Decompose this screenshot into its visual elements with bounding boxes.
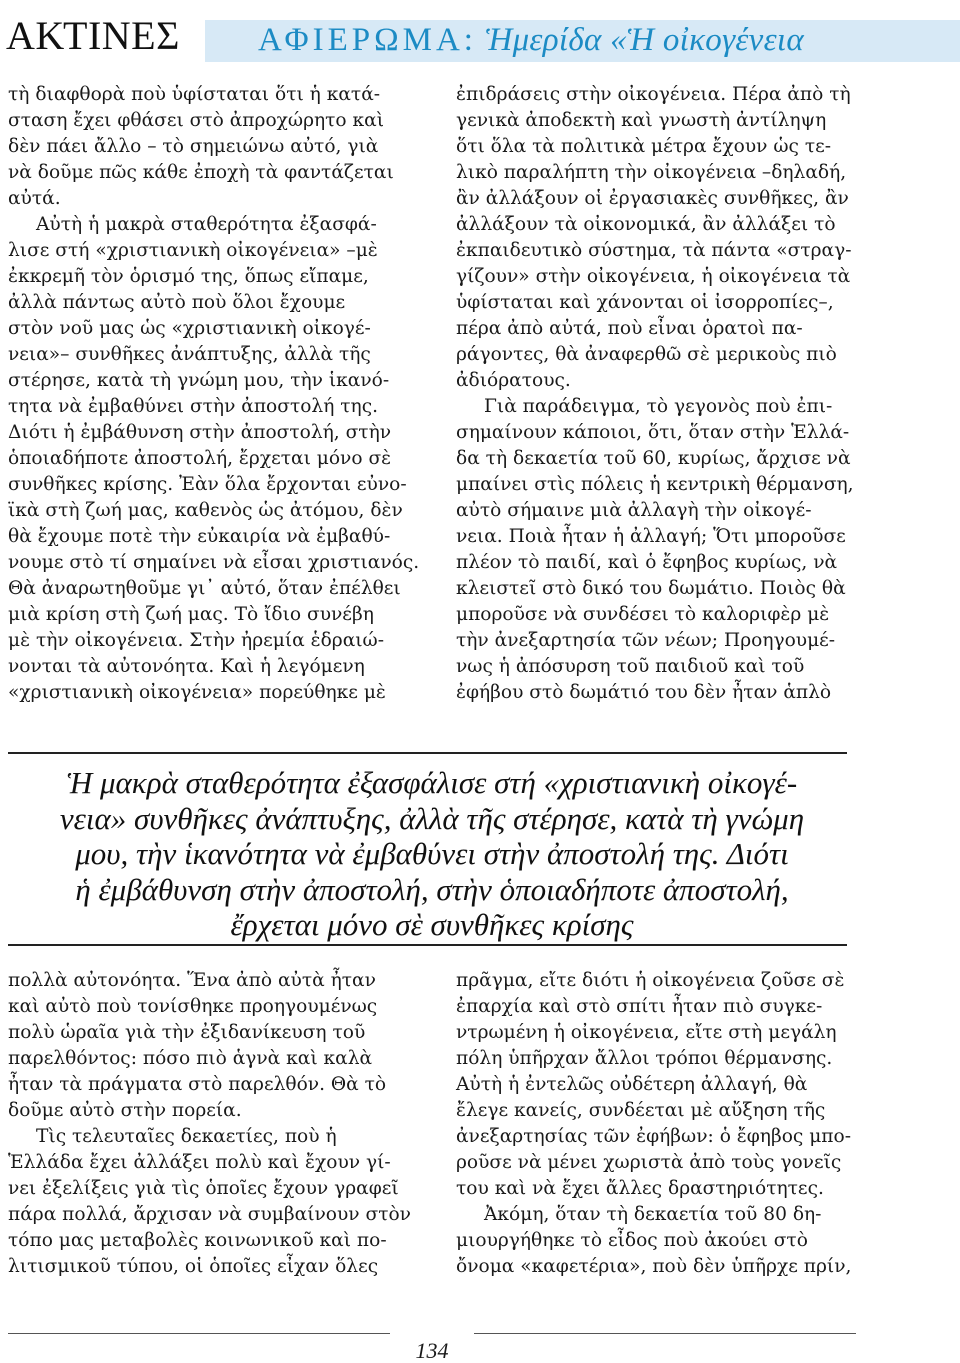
text-line: ἦταν τὰ πράγματα στὸ παρελθόν. Θὰ τὸ (8, 1074, 387, 1095)
pullquote-line: ἔρχεται μόνο σὲ συνθῆκες κρίσης (230, 907, 634, 942)
text-line: μπαίνει στὶς πόλεις ἡ κεντρικὴ θέρμανση, (456, 474, 854, 495)
paragraph (8, 968, 428, 1124)
text-line: ἐπαρχία καὶ στὸ σπίτι ἦταν πιὸ συγκε- (456, 996, 823, 1017)
text-line: γενικὰ ἀποδεκτὴ καὶ γνωστὴ ἀντίληψη (456, 110, 827, 131)
text-line: ράγοντες, θὰ ἀναφερθῶ σὲ μερικοὺς πιὸ (456, 344, 837, 365)
paragraph (456, 394, 856, 706)
text-line: μιὰ κρίση στὴ ζωή μας. Τὸ ἴδιο συνέβη (8, 604, 374, 625)
text-line: Τὶς τελευταῖες δεκαετίες, ποὺ ἡ (36, 1126, 337, 1147)
paragraph (8, 82, 428, 212)
text-line: Ἑλλάδα ἔχει ἀλλάξει πολὺ καὶ ἔχουν γί- (8, 1152, 391, 1173)
text-line: ντρωμένη ἡ οἰκογένεια, εἴτε στὴ μεγάλη (456, 1022, 837, 1043)
text-line: τὴν ἀνεξαρτησία τῶν νέων; Προηγουμέ- (456, 630, 836, 651)
text-line: κλειστεῖ στὸ δικό του δωμάτιο. Ποιὸς θὰ (456, 578, 846, 599)
text-line: στὸν νοῦ μας ὡς «χριστιανικὴ οἰκογέ- (8, 318, 371, 339)
text-line: μὲ τὴν οἰκογένεια. Στὴν ἠρεμία ἑδραιώ- (8, 630, 384, 651)
text-line: μποροῦσε νὰ συνδέσει τὸ καλοριφὲρ μὲ (456, 604, 830, 625)
text-line: ὑφίσταται καὶ χάνονται οἱ ἰσορροπίες–, (456, 292, 834, 313)
text-line: Ἀκόμη, ὅταν τὴ δεκαετία τοῦ 80 δη- (484, 1204, 822, 1225)
footer-rule-left (8, 1333, 390, 1334)
text-line: ὅτι ὅλα τὰ πολιτικὰ μέτρα ἔχουν ὡς τε- (456, 136, 832, 157)
pullquote-rule-top (8, 752, 847, 754)
text-line: νεια. Ποιὰ ἦταν ἡ ἀλλαγή; Ὅτι μποροῦσε (456, 526, 846, 547)
text-line: δὲν πάει ἄλλο – τὸ σημειώνω αὐτό, γιὰ (8, 136, 379, 157)
text-line: νονται τὰ αὐτονόητα. Καὶ ἡ λεγόμενη (8, 656, 365, 677)
text-line: πόλη ὑπῆρχαν ἄλλοι τρόποι θέρμανσης. (456, 1048, 833, 1069)
body-column-bottom-right (456, 968, 856, 1280)
text-line: λικὸ παραλήπτη τὴν οἰκογένεια –δηλαδή, (456, 162, 847, 183)
text-line: ὁποιαδήποτε ἀποστολή, ἔρχεται μόνο σὲ (8, 448, 392, 469)
text-line: «χριστιανικὴ οἰκογένεια» πορεύθηκε μὲ (8, 682, 386, 703)
text-line: μιουργήθηκε τὸ εἶδος ποὺ ἀκούει στὸ (456, 1230, 808, 1251)
text-line: συνθῆκες κρίσης. Ἐὰν ὅλα ἔρχονται εὐνο- (8, 474, 407, 495)
text-line: αὐτά. (8, 188, 61, 209)
text-line: δοῦμε αὐτὸ στὴν πορεία. (8, 1100, 242, 1121)
text-line: λισε στή «χριστιανικὴ οἰκογένεια» –μὲ (8, 240, 378, 261)
footer-rule-right (474, 1333, 856, 1334)
paragraph (456, 968, 856, 1202)
text-line: ἀλλάξουν τὰ οἰκονομικά, ἂν ἀλλάξει τὸ (456, 214, 836, 235)
publication-title: ΑΚΤΙΝΕΣ (6, 13, 180, 58)
text-line: ροῦσε νὰ μένει χωριστὰ ἀπὸ τοὺς γονεῖς (456, 1152, 842, 1173)
body-column-bottom-left (8, 968, 428, 1280)
text-line: θὰ ἔχουμε ποτὲ τὴν εὐκαιρία νὰ ἐμβαθύ- (8, 526, 391, 547)
text-line: νὰ δοῦμε πῶς κάθε ἐποχὴ τὰ φαντάζεται (8, 162, 394, 183)
text-line: λιτισμικοῦ τύπου, οἱ ὁποῖες εἶχαν ὅλες (8, 1256, 379, 1277)
text-line: πάρα πολλά, ἄρχισαν νὰ συμβαίνουν στὸν (8, 1204, 411, 1225)
pullquote-line: μου, τὴν ἱκανότητα νὰ ἐμβαθύνει στὴν ἀποστολή της. Διότι (75, 836, 789, 871)
text-line: δα τὴ δεκαετία τοῦ 60, κυρίως, ἄρχισε νὰ (456, 448, 851, 469)
text-line: καὶ αὐτὸ ποὺ τονίσθηκε προηγουμένως (8, 996, 378, 1017)
text-line: ϊκὰ στὴ ζωή μας, καθενὸς ὡς ἀτόμου, δὲν (8, 500, 403, 521)
body-column-top-left (8, 82, 428, 706)
text-line: τὴ διαφθορὰ ποὺ ὑφίσταται ὅτι ἡ κατά- (8, 84, 381, 105)
text-line: σταση ἔχει φθάσει στὸ ἀπροχώρητο καὶ (8, 110, 384, 131)
text-line: ἐκπαιδευτικὸ σύστημα, τὰ πάντα «στραγ- (456, 240, 852, 261)
pullquote-line: Ἡ μακρὰ σταθερότητα ἐξασφάλισε στή «χριστιανικὴ οἰκογέ- (66, 765, 798, 800)
text-line: στέρησε, κατὰ τὴ γνώμη μου, τὴν ἱκανό- (8, 370, 390, 391)
paragraph (8, 1124, 428, 1280)
text-line: νως ἡ ἀπόσυρση τοῦ παιδιοῦ καὶ τοῦ (456, 656, 805, 677)
text-line: ἀδιόρατους. (456, 370, 571, 391)
text-line: ἔλεγε κανείς, συνδέεται μὲ αὔξηση τῆς (456, 1100, 826, 1121)
section-subtitle: Ἡμερίδα «Ἡ οἰκογένεια (485, 22, 805, 58)
text-line: ἐφήβου στὸ δωμάτιό του δὲν ἦταν ἁπλὸ (456, 682, 832, 703)
paragraph (456, 82, 856, 394)
text-line: Γιὰ παράδειγμα, τὸ γεγονὸς ποὺ ἐπι- (484, 396, 833, 417)
pullquote (12, 765, 852, 943)
text-line: πέρα ἀπὸ αὐτά, ποὺ εἶναι ὁρατοὶ πα- (456, 318, 803, 339)
text-line: πλέον τὸ παιδί, καὶ ὁ ἔφηβος κυρίως, νὰ (456, 552, 838, 573)
text-line: ἀνεξαρτησίας τῶν ἐφήβων: ὁ ἔφηβος μπο- (456, 1126, 851, 1147)
section-heading (258, 18, 804, 62)
text-line: ὄνομα «καφετέρια», ποὺ δὲν ὑπῆρχε πρίν, (456, 1256, 852, 1277)
text-line: νεια»– συνθῆκες ἀνάπτυξης, ἀλλὰ τῆς (8, 344, 371, 365)
text-line: πολὺ ὡραῖα γιὰ τὴν ἐξιδανίκευση τοῦ (8, 1022, 366, 1043)
text-line: παρελθόντος: πόσο πιὸ ἁγνὰ καὶ καλὰ (8, 1048, 373, 1069)
text-line: Αὐτὴ ἡ μακρὰ σταθερότητα ἐξασφά- (36, 214, 377, 235)
text-line: του καὶ νὰ ἔχει ἄλλες δραστηριότητες. (456, 1178, 824, 1199)
text-line: τητα νὰ ἐμβαθύνει στὴν ἀποστολή της. (8, 396, 379, 417)
text-line: γίζουν» στὴν οἰκογένεια, ἡ οἰκογένεια τὰ (456, 266, 851, 287)
text-line: Θὰ ἀναρωτηθοῦμε γι᾿ αὐτό, ὅταν ἐπέλθει (8, 578, 401, 599)
text-line: αὐτὸ σήμαινε μιὰ ἀλλαγὴ τὴν οἰκογέ- (456, 500, 812, 521)
section-kicker: ΑΦΙΕΡΩΜΑ: (258, 22, 477, 58)
pullquote-line: νεια» συνθῆκες ἀνάπτυξης, ἀλλὰ τῆς στέρησε, κατὰ τὴ γνώμη (59, 800, 805, 836)
paragraph (456, 1202, 856, 1280)
text-line: πρᾶγμα, εἴτε διότι ἡ οἰκογένεια ζοῦσε σὲ (456, 970, 845, 991)
text-line: ἐκκρεμῆ τὸν ὁρισμό της, ὅπως εἴπαμε, (8, 266, 369, 287)
page-number: 134 (415, 1338, 449, 1363)
text-line: Αὐτὴ ἡ ἐντελῶς οὐδέτερη ἀλλαγή, θὰ (456, 1074, 808, 1095)
paragraph (8, 212, 428, 706)
pullquote-line: ἡ ἐμβάθυνση στὴν ἀποστολή, στὴν ὁποιαδήποτε ἀποστολή, (75, 871, 789, 907)
text-line: ἂν ἀλλάξουν οἱ ἐργασιακὲς συνθῆκες, ἂν (456, 188, 849, 209)
text-line: νουμε στὸ τί σημαίνει νὰ εἶσαι χριστιανός. (8, 552, 420, 573)
text-line: πολλὰ αὐτονόητα. Ἕνα ἀπὸ αὐτὰ ἦταν (8, 970, 376, 991)
body-column-top-right (456, 82, 856, 706)
text-line: Διότι ἡ ἐμβάθυνση στὴν ἀποστολή, στὴν (8, 422, 392, 443)
text-line: σημαίνουν κάποιοι, ὅτι, ὅταν στὴν Ἑλλά- (456, 422, 850, 443)
pullquote-rule-bottom (8, 944, 847, 946)
text-line: ἀλλὰ πάντως αὐτὸ ποὺ ὅλοι ἔχουμε (8, 292, 346, 313)
text-line: ἐπιδράσεις στὴν οἰκογένεια. Πέρα ἀπὸ τὴ (456, 84, 851, 105)
text-line: νει ἐξελίξεις γιὰ τὶς ὁποῖες ἔχουν γραφεῖ (8, 1178, 399, 1199)
text-line: τόπο μας μεταβολὲς κοινωνικοῦ καὶ πο- (8, 1230, 387, 1251)
